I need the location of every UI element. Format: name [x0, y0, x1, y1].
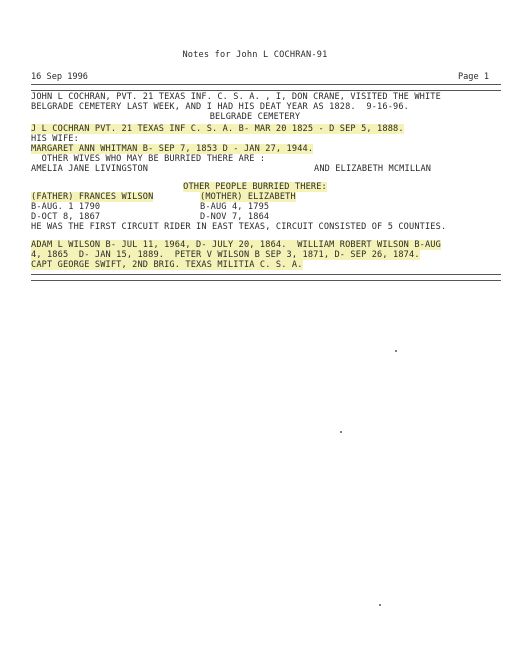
- circuit-rider-note: HE WAS THE FIRST CIRCUIT RIDER IN EAST TEXAS, CIRCUIT CONSISTED OF 5 COUNTIES.: [31, 222, 447, 232]
- cemetery-heading: BELGRADE CEMETERY: [209, 112, 301, 122]
- father-birth: B-AUG. 1 1790: [31, 202, 101, 212]
- header-row: [31, 72, 489, 82]
- page-number: Page 1: [457, 72, 489, 82]
- highlighted-wilson-line-2: 4, 1865 D- JAN 15, 1889. PETER V WILSON B SEP 3, 1871, D- SEP 26, 1874.: [31, 250, 420, 260]
- highlighted-swift-line: CAPT GEORGE SWIFT, 2ND BRIG. TEXAS MILITIA C. S. A.: [31, 260, 303, 270]
- scan-speck: [340, 431, 342, 433]
- wife-heading: HIS WIFE:: [31, 134, 79, 144]
- father-label: [31, 192, 153, 202]
- father-death: D-OCT 8, 1867: [31, 212, 101, 222]
- other-people-heading: [0, 182, 510, 192]
- bottom-double-rule: [31, 274, 501, 281]
- highlighted-mother: (MOTHER) ELIZABETH: [200, 192, 296, 202]
- swift-line: [31, 260, 303, 270]
- note-line-1: JOHN L COCHRAN, PVT. 21 TEXAS INF. C. S. A. , I, DON CRANE, VISITED THE WHITE: [31, 92, 441, 102]
- highlighted-wilson-line-1: ADAM L WILSON B- JUL 11, 1964, D- JULY 20, 1864. WILLIAM ROBERT WILSON B-AUG: [31, 240, 441, 250]
- scan-speck: [379, 604, 381, 606]
- other-wives-heading: OTHER WIVES WHO MAY BE BURRIED THERE ARE :: [31, 154, 266, 164]
- highlighted-other-people: OTHER PEOPLE BURRIED THERE:: [183, 182, 327, 192]
- highlighted-cochran-entry: J L COCHRAN PVT. 21 TEXAS INF C. S. A. B- MAR 20 1825 - D SEP 5, 1888.: [31, 124, 404, 134]
- wilson-line-2: [31, 250, 420, 260]
- document-title: Notes for John L COCHRAN-91: [182, 50, 328, 60]
- mother-birth: B-AUG 4, 1795: [200, 202, 270, 212]
- highlighted-wife-entry: MARGARET ANN WHITMAN B- SEP 7, 1853 D - JAN 27, 1944.: [31, 144, 314, 154]
- highlighted-father: (FATHER) FRANCES WILSON: [31, 192, 154, 202]
- note-line-wife: [31, 144, 313, 154]
- wilson-line-1: [31, 240, 441, 250]
- wife-elizabeth: AND ELIZABETH MCMILLAN: [314, 164, 432, 174]
- note-line-cochran: [31, 124, 404, 134]
- mother-death: D-NOV 7, 1864: [200, 212, 270, 222]
- scan-speck: [395, 350, 397, 352]
- wife-amelia: AMELIA JANE LIVINGSTON: [31, 164, 149, 174]
- mother-label: [200, 192, 296, 202]
- top-double-rule: [31, 84, 501, 91]
- document-date: 16 Sep 1996: [31, 72, 88, 82]
- note-line-2: BELGRADE CEMETERY LAST WEEK, AND I HAD HIS DEAT YEAR AS 1828. 9-16-96.: [31, 102, 409, 112]
